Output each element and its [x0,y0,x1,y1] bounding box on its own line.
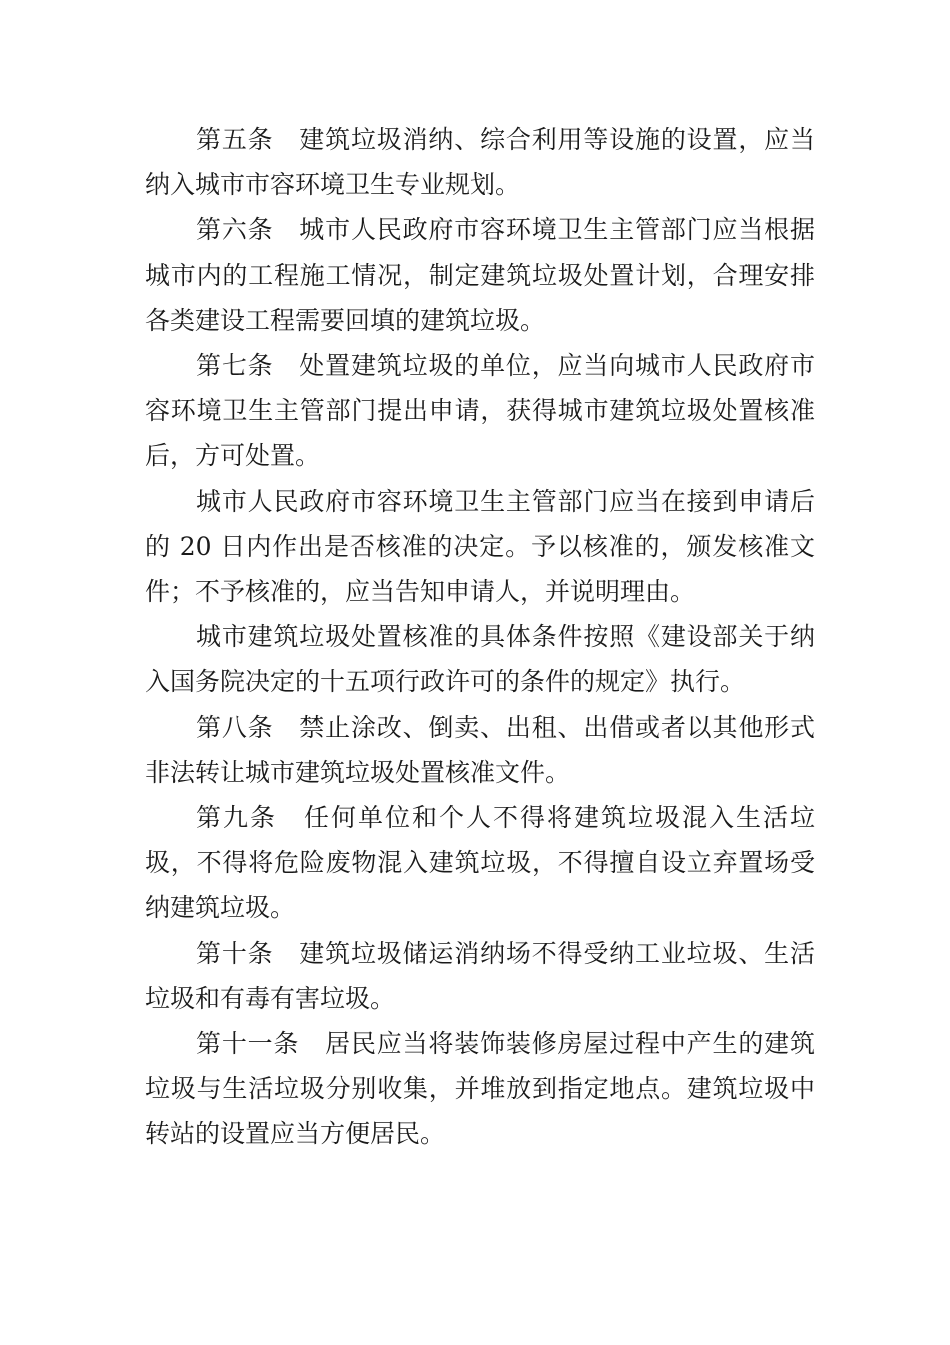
article-8-paragraph: 第八条 禁止涂改、倒卖、出租、出借或者以其他形式非法转让城市建筑垃圾处置核准文件。 [145,712,815,787]
article-5-paragraph: 第五条 建筑垃圾消纳、综合利用等设施的设置，应当纳入城市市容环境卫生专业规划。 [145,125,815,200]
article-7-clause-2: 城市人民政府市容环境卫生主管部门应当在接到申请后的 20 日内作出是否核准的决定。予以核准的，颁发核准文件；不予核准的，应当告知申请人，并说明理由。 [145,486,815,607]
article-7-paragraph: 第七条 处置建筑垃圾的单位，应当向城市人民政府市容环境卫生主管部门提出申请，获得城市建筑垃圾处置核准后，方可处置。 [145,351,815,471]
article-7-clause-3: 城市建筑垃圾处置核准的具体条件按照《建设部关于纳入国务院决定的十五项行政许可的条件的规定》执行。 [145,622,815,697]
document-body [145,117,815,1157]
article-10-paragraph: 第十条 建筑垃圾储运消纳场不得受纳工业垃圾、生活垃圾和有毒有害垃圾。 [145,938,815,1013]
article-11-paragraph: 第十一条 居民应当将装饰装修房屋过程中产生的建筑垃圾与生活垃圾分别收集，并堆放到指定地点。建筑垃圾中转站的设置应当方便居民。 [145,1029,815,1149]
article-9-paragraph: 第九条 任何单位和个人不得将建筑垃圾混入生活垃圾，不得将危险废物混入建筑垃圾，不得擅自设立弃置场受纳建筑垃圾。 [145,803,815,923]
article-6-paragraph: 第六条 城市人民政府市容环境卫生主管部门应当根据城市内的工程施工情况，制定建筑垃圾处置计划，合理安排各类建设工程需要回填的建筑垃圾。 [145,215,815,335]
